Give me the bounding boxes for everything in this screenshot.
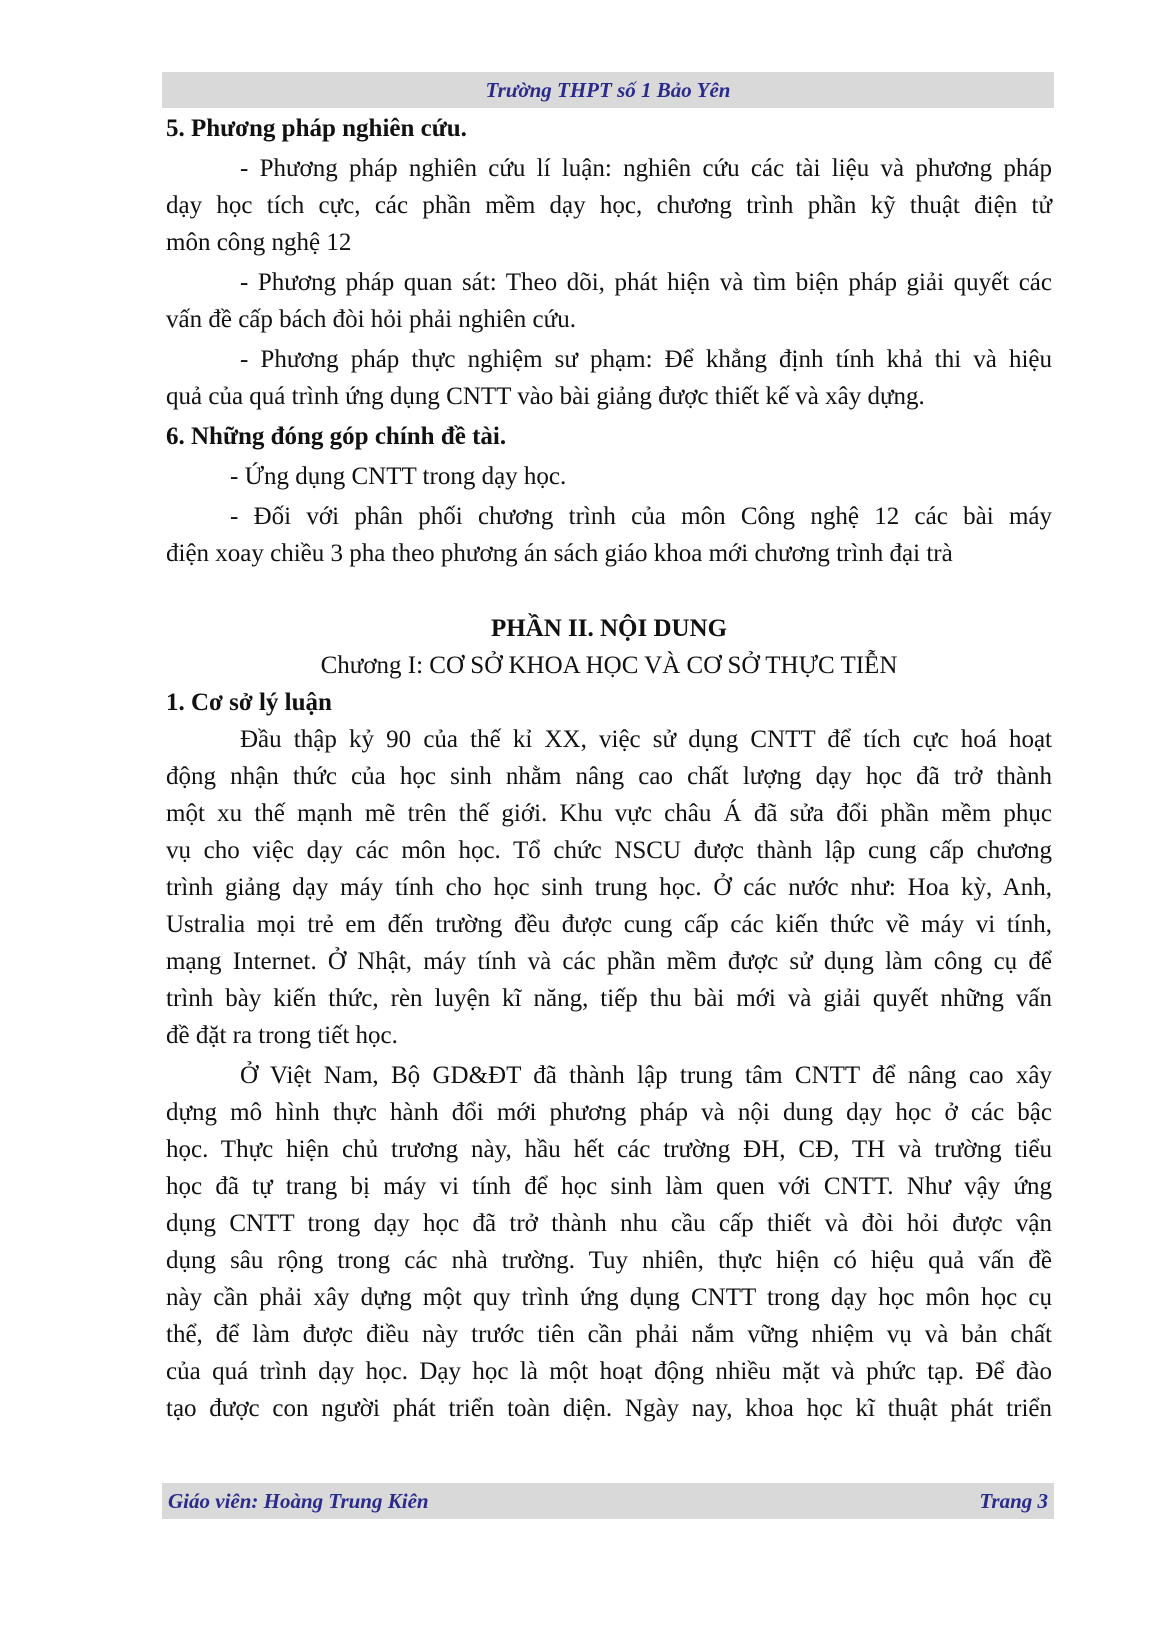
paragraph-line: một xu thế mạnh mẽ trên thế giới. Khu vực châu Á đã sửa đổi phần mềm phục [166, 800, 1052, 827]
paragraph-line: vấn đề cấp bách đòi hỏi phải nghiên cứu. [166, 306, 576, 333]
page-header [162, 72, 1054, 108]
paragraph-line: vụ cho việc dạy các môn học. Tổ chức NSCU được thành lập cung cấp chương [166, 837, 1052, 864]
paragraph-line: học. Thực hiện chủ trương này, hầu hết các trường ĐH, CĐ, TH và trường tiểu [166, 1136, 1052, 1163]
paragraph-line: Ở Việt Nam, Bộ GD&ĐT đã thành lập trung tâm CNTT để nâng cao xây [240, 1062, 1052, 1089]
page-number: Trang 3 [979, 1489, 1048, 1513]
paragraph-line: dạy học tích cực, các phần mềm dạy học, chương trình phần kỹ thuật điện tử [166, 192, 1052, 219]
part-2-title: PHẦN II. NỘI DUNG [490, 615, 728, 642]
paragraph-line: - Phương pháp thực nghiệm sư phạm: Để khẳng định tính khả thi và hiệu [240, 346, 1052, 373]
paragraph-line: Ustralia mọi trẻ em đến trường đều được cung cấp các kiến thức về máy vi tính, [166, 911, 1052, 938]
chapter-title: Chương I: CƠ SỞ KHOA HỌC VÀ CƠ SỞ THỰC TIỄN [320, 652, 898, 679]
section-6-title: 6. Những đóng góp chính đề tài. [166, 423, 507, 450]
paragraph-line: thể, để làm được điều này trước tiên cần phải nắm vững nhiệm vụ và bản chất [166, 1321, 1052, 1348]
paragraph-line: quả của quá trình ứng dụng CNTT vào bài giảng được thiết kế và xây dựng. [166, 383, 925, 410]
paragraph-line: - Ứng dụng CNTT trong dạy học. [230, 463, 567, 490]
paragraph-line: của quá trình dạy học. Dạy học là một hoạt động nhiều mặt và phức tạp. Để đào [166, 1358, 1052, 1385]
page-footer [162, 1483, 1054, 1519]
paragraph-line: động nhận thức của học sinh nhằm nâng cao chất lượng dạy học đã trở thành [166, 763, 1052, 790]
paragraph-line: trình giảng dạy máy tính cho học sinh trung học. Ở các nước như: Hoa kỳ, Anh, [166, 874, 1052, 901]
paragraph-line: dựng mô hình thực hành đổi mới phương pháp và nội dung dạy học ở các bậc [166, 1099, 1052, 1126]
section-5-title: 5. Phương pháp nghiên cứu. [166, 115, 467, 142]
paragraph-line: dụng CNTT trong dạy học đã trở thành nhu cầu cấp thiết và đòi hỏi được vận [166, 1210, 1052, 1237]
paragraph-line: học đã tự trang bị máy vi tính để học sinh làm quen với CNTT. Như vậy ứng [166, 1173, 1052, 1200]
teacher-name: Giáo viên: Hoàng Trung Kiên [168, 1489, 429, 1513]
paragraph-line: Đầu thập kỷ 90 của thế kỉ XX, việc sử dụng CNTT để tích cực hoá hoạt [240, 726, 1052, 753]
school-name: Trường THPT số 1 Bảo Yên [485, 78, 731, 102]
document-body [166, 110, 1052, 1427]
paragraph-line: mạng Internet. Ở Nhật, máy tính và các phần mềm được sử dụng làm công cụ để [166, 948, 1052, 975]
paragraph-line: - Phương pháp quan sát: Theo dõi, phát hiện và tìm biện pháp giải quyết các [240, 269, 1052, 296]
paragraph-line: môn công nghệ 12 [166, 229, 352, 256]
paragraph-line: đề đặt ra trong tiết học. [166, 1022, 398, 1049]
paragraph-line: - Phương pháp nghiên cứu lí luận: nghiên cứu các tài liệu và phương pháp [240, 155, 1052, 182]
paragraph-line: - Đối với phân phối chương trình của môn Công nghệ 12 các bài máy [230, 503, 1052, 530]
paragraph-line: trình bày kiến thức, rèn luyện kĩ năng, tiếp thu bài mới và giải quyết những vấn [166, 985, 1052, 1012]
paragraph-line: tạo được con người phát triển toàn diện. Ngày nay, khoa học kĩ thuật phát triển [166, 1395, 1052, 1422]
paragraph-line: dụng sâu rộng trong các nhà trường. Tuy nhiên, thực hiện có hiệu quả vấn đề [166, 1247, 1052, 1274]
paragraph-line: này cần phải xây dựng một quy trình ứng dụng CNTT trong dạy học môn học cụ [166, 1284, 1052, 1311]
subsection-title: 1. Cơ sở lý luận [166, 689, 332, 716]
paragraph-line: điện xoay chiều 3 pha theo phương án sách giáo khoa mới chương trình đại trà [166, 540, 953, 567]
